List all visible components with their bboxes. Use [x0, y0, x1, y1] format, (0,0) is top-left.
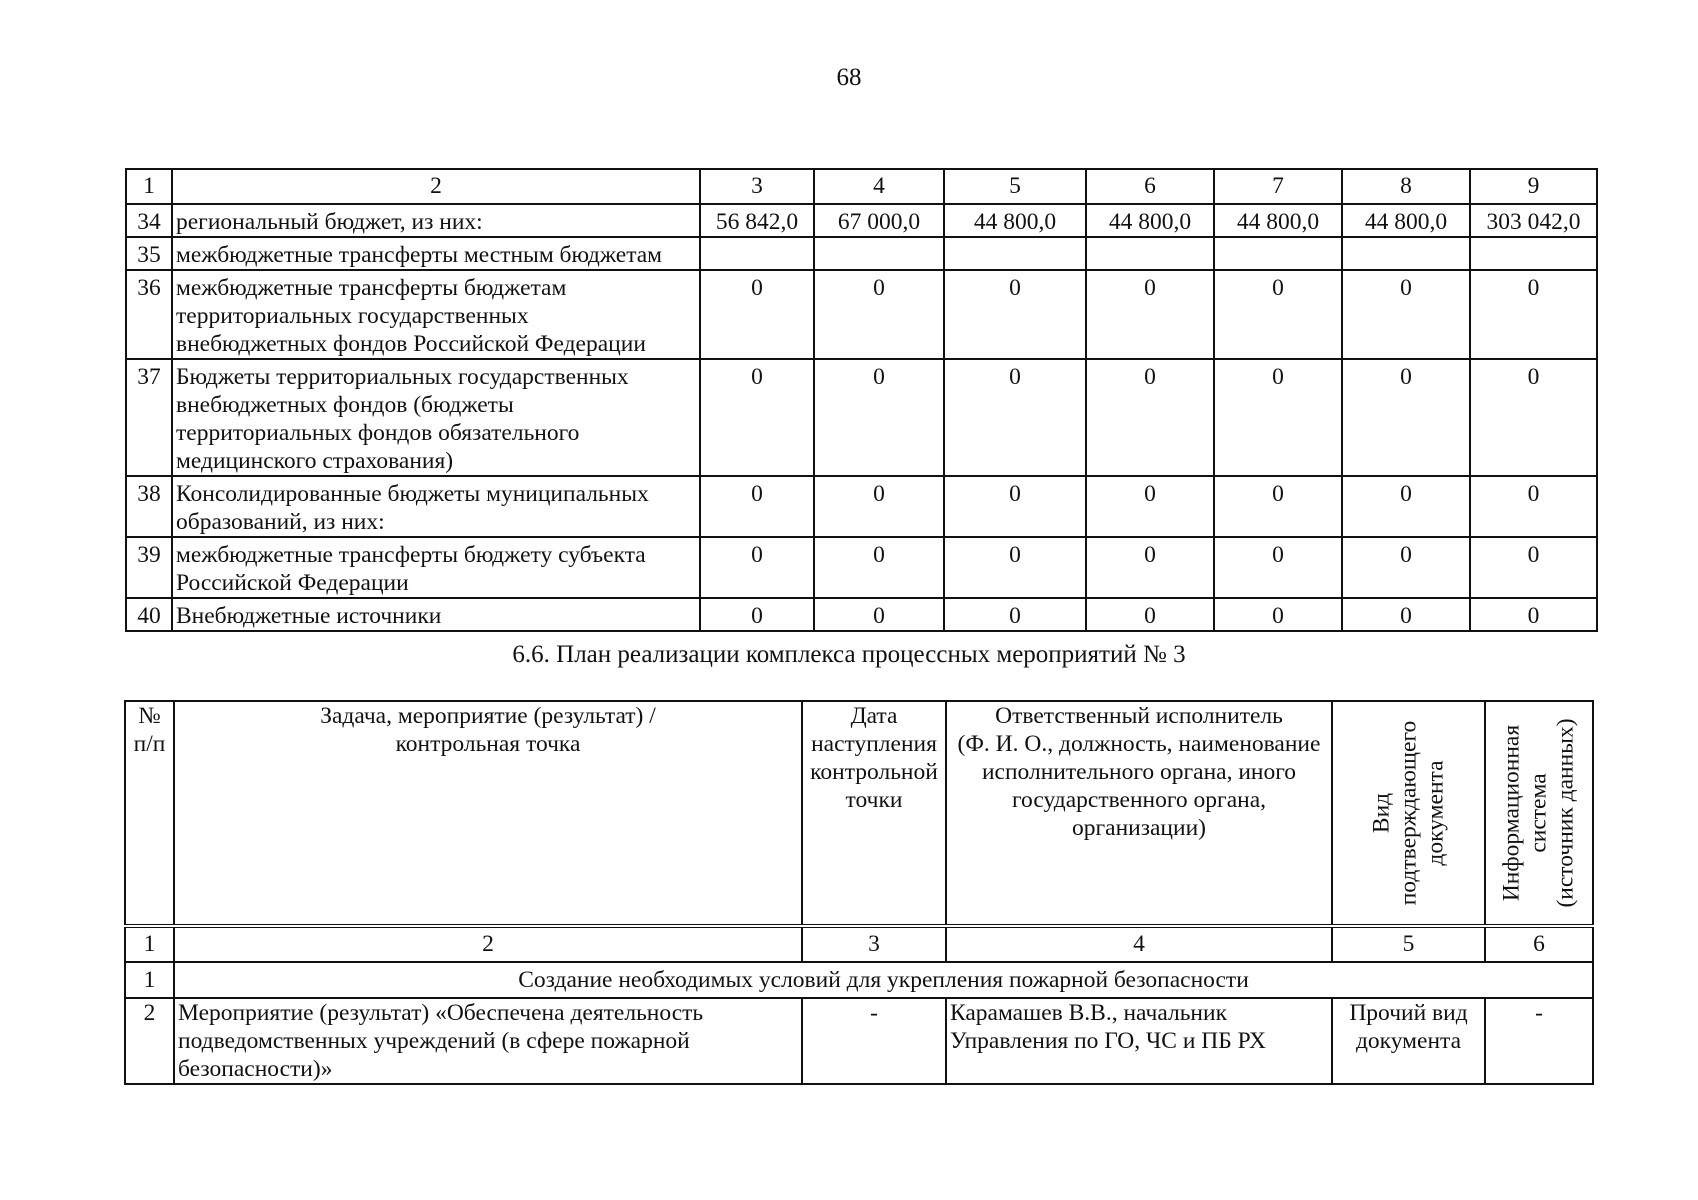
text-line: №: [138, 703, 161, 729]
budget-header-row: [126, 169, 1597, 204]
budget-table: [125, 168, 1598, 632]
text-line: п/п: [133, 731, 166, 757]
budget-value-cell: 0: [944, 476, 1086, 537]
text-lines: [1368, 721, 1449, 906]
budget-value-cell: 0: [700, 270, 814, 359]
text-line: межбюджетные трансферты бюджетам: [176, 275, 567, 301]
plan-table: [124, 700, 1594, 1085]
budget-value-cell: 0: [1214, 270, 1342, 359]
plan-column-number: 1: [125, 926, 174, 962]
text-line: территориальных государственных: [176, 303, 529, 329]
text-line: (источник данных): [1552, 718, 1579, 908]
plan-header-row: [125, 701, 1593, 926]
budget-value-cell: [814, 237, 944, 270]
budget-header-cell: 2: [172, 169, 700, 204]
plan-column-number: 2: [174, 926, 802, 962]
header-num: [125, 701, 174, 926]
plan-row-date: -: [802, 998, 946, 1084]
text-lines: [1337, 999, 1480, 1055]
budget-value-cell: 0: [1470, 598, 1597, 631]
budget-value-cell: 0: [1342, 537, 1470, 598]
text-line: межбюджетные трансферты местным бюджетам: [176, 242, 663, 268]
header-task: [174, 701, 802, 926]
text-line: Дата: [850, 703, 898, 729]
budget-row-num: 40: [126, 598, 172, 631]
budget-row-num: 37: [126, 359, 172, 476]
budget-header-cell: 9: [1470, 169, 1597, 204]
plan-row-responsible: [946, 998, 1332, 1084]
budget-row-num: 36: [126, 270, 172, 359]
text-line: документа: [1355, 1028, 1462, 1054]
budget-value-cell: 0: [700, 359, 814, 476]
text-lines: [179, 702, 797, 758]
budget-value-cell: [1342, 237, 1470, 270]
budget-value-cell: 0: [814, 476, 944, 537]
plan-task-row: [125, 962, 1593, 998]
budget-row-num: 34: [126, 204, 172, 237]
budget-value-cell: [944, 237, 1086, 270]
text-line: Консолидированные бюджеты муниципальных: [176, 481, 649, 507]
budget-value-cell: [700, 237, 814, 270]
plan-column-numbers-row: [125, 926, 1593, 962]
text-lines: [176, 241, 695, 269]
text-lines: [950, 999, 1327, 1055]
text-lines: [951, 702, 1327, 842]
budget-value-cell: 44 800,0: [944, 204, 1086, 237]
budget-value-cell: 0: [1342, 598, 1470, 631]
budget-row: [126, 598, 1597, 631]
budget-value-cell: 0: [944, 270, 1086, 359]
text-line: территориальных фондов обязательного: [176, 420, 580, 446]
budget-row-label: [172, 476, 700, 537]
text-lines: [1499, 718, 1580, 907]
text-line: контрольной: [810, 759, 938, 785]
budget-header-cell: 5: [944, 169, 1086, 204]
text-line: наступления: [811, 731, 937, 757]
text-line: безопасности)»: [178, 1056, 333, 1082]
budget-value-cell: 0: [1342, 270, 1470, 359]
budget-row-label: [172, 598, 700, 631]
text-lines: [178, 999, 797, 1083]
plan-column-number: 4: [946, 926, 1332, 962]
text-line: межбюджетные трансферты бюджету субъекта: [176, 542, 646, 568]
page-number: 68: [836, 64, 862, 91]
budget-value-cell: 0: [814, 598, 944, 631]
text-line: (Ф. И. О., должность, наименование: [957, 731, 1321, 757]
text-line: система: [1525, 773, 1552, 853]
plan-row-event: [174, 998, 802, 1084]
budget-value-cell: 44 800,0: [1342, 204, 1470, 237]
budget-value-cell: 0: [700, 476, 814, 537]
budget-table-body: [126, 169, 1597, 631]
header-responsible: [946, 701, 1332, 926]
budget-row-label: [172, 537, 700, 598]
text-line: Бюджеты территориальных государственных: [176, 364, 629, 390]
budget-value-cell: 0: [1086, 270, 1214, 359]
text-lines: [176, 274, 695, 358]
text-lines: [176, 363, 695, 475]
budget-value-cell: 0: [1470, 537, 1597, 598]
budget-row-label: [172, 237, 700, 270]
plan-column-number: 3: [802, 926, 946, 962]
text-line: государственного органа,: [1011, 787, 1267, 813]
text-line: организации): [1072, 815, 1206, 841]
budget-row: [126, 476, 1597, 537]
budget-value-cell: 44 800,0: [1214, 204, 1342, 237]
budget-value-cell: 0: [1342, 359, 1470, 476]
budget-value-cell: 0: [1086, 476, 1214, 537]
budget-row-num: 38: [126, 476, 172, 537]
budget-header-cell: 7: [1214, 169, 1342, 204]
text-line: медицинского страхования): [176, 448, 454, 474]
budget-value-cell: 0: [814, 537, 944, 598]
text-line: образований, из них:: [176, 509, 385, 535]
text-lines: [176, 602, 695, 630]
text-lines: [130, 702, 169, 758]
budget-row-num: 35: [126, 237, 172, 270]
text-line: Задача, мероприятие (результат) /: [320, 703, 656, 729]
header-info-system: [1485, 701, 1593, 926]
plan-column-number: 5: [1332, 926, 1485, 962]
budget-value-cell: [1470, 237, 1597, 270]
budget-value-cell: 44 800,0: [1086, 204, 1214, 237]
budget-value-cell: 56 842,0: [700, 204, 814, 237]
plan-row: [125, 998, 1593, 1084]
budget-value-cell: 0: [1214, 359, 1342, 476]
text-line: Вид: [1368, 792, 1394, 834]
header-doc-type: [1332, 701, 1485, 926]
budget-value-cell: 0: [700, 598, 814, 631]
text-line: Карамашев В.В., начальник: [950, 1000, 1227, 1026]
budget-value-cell: 0: [1470, 270, 1597, 359]
text-line: Российской Федерации: [176, 570, 409, 596]
text-line: Ответственный исполнитель: [995, 703, 1283, 729]
text-lines: [176, 480, 695, 536]
budget-value-cell: 0: [1214, 537, 1342, 598]
text-line: Внебюджетные источники: [176, 603, 442, 629]
text-line: точки: [845, 787, 903, 813]
plan-row-doc-type: [1332, 998, 1485, 1084]
budget-value-cell: 0: [944, 598, 1086, 631]
budget-row: [126, 537, 1597, 598]
budget-row: [126, 204, 1597, 237]
budget-value-cell: 0: [1342, 476, 1470, 537]
text-line: подведомственных учреждений (в сфере пожарной: [178, 1028, 690, 1054]
budget-row: [126, 359, 1597, 476]
budget-row: [126, 270, 1597, 359]
plan-row-info-system: -: [1485, 998, 1593, 1084]
text-line: внебюджетных фондов Российской Федерации: [176, 331, 646, 357]
budget-value-cell: 67 000,0: [814, 204, 944, 237]
budget-row-label: [172, 359, 700, 476]
budget-header-cell: 1: [126, 169, 172, 204]
section-title: 6.6. План реализации комплекса процессных мероприятий № 3: [512, 641, 1186, 668]
budget-value-cell: 0: [1470, 476, 1597, 537]
text-line: Управления по ГО, ЧС и ПБ РХ: [950, 1028, 1267, 1054]
budget-value-cell: [1214, 237, 1342, 270]
text-line: Прочий вид: [1349, 1000, 1468, 1026]
task-num: 1: [125, 962, 174, 998]
budget-value-cell: 0: [1470, 359, 1597, 476]
budget-header-cell: 3: [700, 169, 814, 204]
text-line: исполнительного органа, иного: [981, 759, 1297, 785]
text-line: внебюджетных фондов (бюджеты: [176, 392, 514, 418]
budget-row-num: 39: [126, 537, 172, 598]
text-lines: [807, 702, 941, 814]
budget-value-cell: 0: [1086, 359, 1214, 476]
text-line: региональный бюджет, из них:: [176, 209, 483, 235]
budget-value-cell: 303 042,0: [1470, 204, 1597, 237]
budget-header-cell: 4: [814, 169, 944, 204]
budget-value-cell: 0: [700, 537, 814, 598]
budget-value-cell: [1086, 237, 1214, 270]
budget-value-cell: 0: [1086, 537, 1214, 598]
text-line: Информационная: [1498, 724, 1525, 902]
task-text: Создание необходимых условий для укрепления пожарной безопасности: [174, 962, 1593, 998]
budget-value-cell: 0: [1214, 598, 1342, 631]
budget-header-cell: 8: [1342, 169, 1470, 204]
text-line: Мероприятие (результат) «Обеспечена деятельность: [178, 1000, 704, 1026]
budget-value-cell: 0: [814, 270, 944, 359]
budget-value-cell: 0: [944, 359, 1086, 476]
budget-row-label: [172, 204, 700, 237]
plan-row-num: 2: [125, 998, 174, 1084]
text-lines: [176, 541, 695, 597]
text-line: подтверждающего: [1395, 720, 1421, 906]
budget-value-cell: 0: [814, 359, 944, 476]
budget-value-cell: 0: [944, 537, 1086, 598]
plan-column-number: 6: [1485, 926, 1593, 962]
budget-header-cell: 6: [1086, 169, 1214, 204]
budget-value-cell: 0: [1214, 476, 1342, 537]
text-line: документа: [1422, 760, 1448, 866]
budget-row-label: [172, 270, 700, 359]
budget-value-cell: 0: [1086, 598, 1214, 631]
text-line: контрольная точка: [395, 731, 581, 757]
text-lines: [176, 208, 695, 236]
header-date: [802, 701, 946, 926]
budget-row: [126, 237, 1597, 270]
